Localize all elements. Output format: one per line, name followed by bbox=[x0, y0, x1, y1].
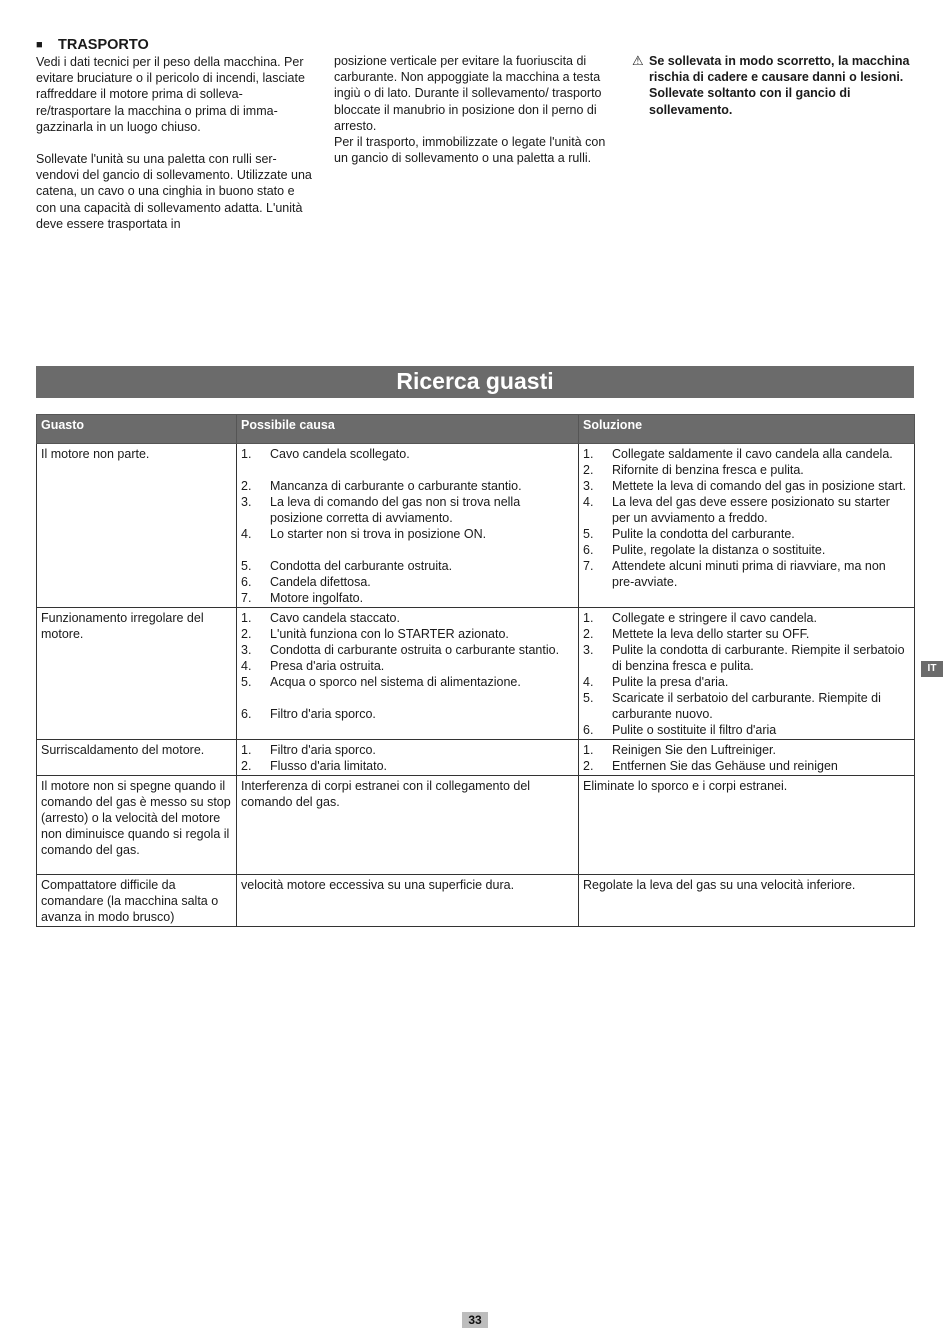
transport-column-1 bbox=[36, 36, 316, 232]
list-item bbox=[583, 478, 910, 494]
list-item bbox=[583, 542, 910, 558]
item-text: Lo starter non si trova in posizione ON. bbox=[270, 527, 487, 541]
list-item bbox=[241, 558, 574, 574]
table-body bbox=[37, 444, 915, 927]
item-number: 6. bbox=[583, 543, 594, 557]
fault-cell: Il motore non parte. bbox=[37, 444, 237, 608]
language-tab: IT bbox=[921, 661, 943, 677]
item-number: 1. bbox=[241, 743, 252, 757]
item-text: Reinigen Sie den Luftreiniger. bbox=[612, 743, 777, 757]
item-number: 6. bbox=[241, 707, 252, 721]
item-number: 4. bbox=[241, 527, 252, 541]
item-text: Collegate saldamente il cavo candela alla candela. bbox=[612, 447, 893, 461]
item-number: 2. bbox=[241, 759, 252, 773]
list-item bbox=[241, 674, 574, 690]
item-text: Filtro d'aria sporco. bbox=[270, 707, 376, 721]
fault-cell: Surriscaldamento del motore. bbox=[37, 740, 237, 776]
transport-paragraph: Per il trasporto, immobilizzate o legate l'unità con un gancio di sollevamento o una paletta a rulli. bbox=[334, 135, 606, 166]
cause-cell bbox=[237, 444, 579, 608]
item-number: 7. bbox=[583, 559, 594, 573]
item-text: Mancanza di carburante o carburante stantio. bbox=[270, 479, 522, 493]
item-text: Pulite la condotta di carburante. Riempite il serbatoio di benzina fresca e pulita. bbox=[612, 643, 905, 673]
solution-cell: Eliminate lo sporco e i corpi estranei. bbox=[579, 776, 915, 875]
item-number: 4. bbox=[241, 659, 252, 673]
item-number: 1. bbox=[241, 447, 252, 461]
list-item bbox=[241, 706, 574, 722]
item-text: Cavo candela staccato. bbox=[270, 611, 400, 625]
item-text: Acqua o sporco nel sistema di alimentazione. bbox=[270, 675, 521, 689]
list-item bbox=[241, 642, 574, 658]
item-text: Pulite la presa d'aria. bbox=[612, 675, 729, 689]
list-item bbox=[583, 674, 910, 690]
column-header-fault: Guasto bbox=[37, 415, 237, 444]
table-header-row bbox=[37, 415, 915, 444]
item-text: Presa d'aria ostruita. bbox=[270, 659, 385, 673]
transport-paragraph: Sollevate l'unità su una paletta con rulli ser-vendovi del gancio di sollevamento. Utilizzate una catena, un cavo o una cinghia in buono stato e con una capacità di sollevamento adatta. L'unità deve essere trasportata in bbox=[36, 152, 312, 231]
solution-cell bbox=[579, 740, 915, 776]
item-number: 3. bbox=[241, 495, 252, 509]
item-text: Candela difettosa. bbox=[270, 575, 371, 589]
item-number: 5. bbox=[241, 559, 252, 573]
list-item bbox=[583, 558, 910, 590]
warning-box bbox=[632, 53, 914, 118]
cause-cell: Interferenza di corpi estranei con il collegamento del comando del gas. bbox=[237, 776, 579, 875]
item-text: L'unità funziona con lo STARTER azionato. bbox=[270, 627, 509, 641]
item-text: Entfernen Sie das Gehäuse und reinigen bbox=[612, 759, 838, 773]
cause-cell bbox=[237, 608, 579, 740]
list-item bbox=[583, 610, 910, 626]
list-item bbox=[241, 446, 574, 462]
item-number: 3. bbox=[241, 643, 252, 657]
item-number: 3. bbox=[583, 479, 594, 493]
item-number: 3. bbox=[583, 643, 594, 657]
section-heading bbox=[36, 36, 316, 54]
list-item bbox=[583, 626, 910, 642]
troubleshooting-table bbox=[36, 414, 915, 927]
item-text: Filtro d'aria sporco. bbox=[270, 743, 376, 757]
solution-cell: Regolate la leva del gas su una velocità inferiore. bbox=[579, 875, 915, 927]
fault-cell: Compattatore difficile da comandare (la macchina salta o avanza in modo brusco) bbox=[37, 875, 237, 927]
section-title: Ricerca guasti bbox=[36, 366, 914, 398]
list-item bbox=[583, 494, 910, 526]
transport-paragraph: posizione verticale per evitare la fuoriuscita di carburante. Non appoggiate la macchina a testa ingiù o di lato. Durante il sollevamento/ trasporto bloccate il manubrio in posizione don il perno di arresto. bbox=[334, 54, 602, 133]
table-row bbox=[37, 608, 915, 740]
warning-text: Se sollevata in modo scorretto, la macchina rischia di cadere e causare danni o lesioni. Sollevate soltanto con il gancio di sollevamento. bbox=[649, 54, 910, 117]
item-text: La leva di comando del gas non si trova nella posizione corretta di avviamento. bbox=[270, 495, 521, 525]
item-text: Mettete la leva di comando del gas in posizione start. bbox=[612, 479, 906, 493]
transport-section bbox=[36, 36, 916, 246]
list-item bbox=[241, 494, 574, 526]
item-text: Mettete la leva dello starter su OFF. bbox=[612, 627, 810, 641]
table-row bbox=[37, 875, 915, 927]
list-item bbox=[241, 758, 574, 774]
item-text: Rifornite di benzina fresca e pulita. bbox=[612, 463, 804, 477]
list-item bbox=[241, 742, 574, 758]
fault-cell: Funzionamento irregolare del motore. bbox=[37, 608, 237, 740]
square-bullet-icon: ■ bbox=[36, 39, 43, 51]
item-number: 4. bbox=[583, 495, 594, 509]
solution-cell bbox=[579, 608, 915, 740]
list-item bbox=[583, 642, 910, 674]
warning-triangle-icon: ⚠ bbox=[632, 53, 644, 68]
item-number: 1. bbox=[583, 611, 594, 625]
item-text: Condotta del carburante ostruita. bbox=[270, 559, 453, 573]
item-text: Flusso d'aria limitato. bbox=[270, 759, 388, 773]
item-number: 1. bbox=[583, 743, 594, 757]
list-item bbox=[241, 574, 574, 590]
item-text: Pulite la condotta del carburante. bbox=[612, 527, 795, 541]
item-text: Condotta di carburante ostruita o carburante stantio. bbox=[270, 643, 560, 657]
list-item bbox=[241, 478, 574, 494]
column-header-solution: Soluzione bbox=[579, 415, 915, 444]
page-number: 33 bbox=[462, 1312, 488, 1328]
item-number: 5. bbox=[583, 527, 594, 541]
item-number: 6. bbox=[241, 575, 252, 589]
item-text: Pulite o sostituite il filtro d'aria bbox=[612, 723, 777, 737]
table-row bbox=[37, 740, 915, 776]
item-number: 2. bbox=[583, 759, 594, 773]
item-number: 2. bbox=[241, 479, 252, 493]
column-header-cause: Possibile causa bbox=[237, 415, 579, 444]
list-item bbox=[583, 722, 910, 738]
item-number: 1. bbox=[241, 611, 252, 625]
item-number: 1. bbox=[583, 447, 594, 461]
list-item bbox=[583, 446, 910, 462]
list-item bbox=[241, 610, 574, 626]
item-number: 4. bbox=[583, 675, 594, 689]
item-number: 2. bbox=[241, 627, 252, 641]
item-text: Cavo candela scollegato. bbox=[270, 447, 410, 461]
solution-cell bbox=[579, 444, 915, 608]
transport-column-2 bbox=[334, 53, 619, 166]
item-text: Pulite, regolate la distanza o sostituite. bbox=[612, 543, 826, 557]
item-number: 2. bbox=[583, 627, 594, 641]
transport-paragraph: Vedi i dati tecnici per il peso della macchina. Per evitare bruciature o il pericolo di incendi, lasciate raffreddare il motore prima di solleva-re/trasportare la macchina o prima di imma-gazzinarla in un luogo chiuso. bbox=[36, 55, 305, 134]
list-item bbox=[241, 626, 574, 642]
list-item bbox=[583, 690, 910, 722]
item-text: Motore ingolfato. bbox=[270, 591, 364, 605]
cause-cell: velocità motore eccessiva su una superficie dura. bbox=[237, 875, 579, 927]
item-number: 5. bbox=[241, 675, 252, 689]
list-item bbox=[241, 658, 574, 674]
table-row bbox=[37, 444, 915, 608]
list-item bbox=[583, 758, 910, 774]
item-number: 7. bbox=[241, 591, 252, 605]
fault-cell: Il motore non si spegne quando il comando del gas è messo su stop (arresto) o la velocità del motore non diminuisce quando si regola il comando del gas. bbox=[37, 776, 237, 875]
list-item bbox=[583, 462, 910, 478]
list-item bbox=[583, 742, 910, 758]
item-number: 2. bbox=[583, 463, 594, 477]
list-item bbox=[241, 590, 574, 606]
cause-cell bbox=[237, 740, 579, 776]
item-text: Scaricate il serbatoio del carburante. Riempite di carburante nuovo. bbox=[612, 691, 881, 721]
item-text: Attendete alcuni minuti prima di riavviare, ma non pre-avviate. bbox=[612, 559, 886, 589]
item-text: Collegate e stringere il cavo candela. bbox=[612, 611, 817, 625]
item-text: La leva del gas deve essere posizionato su starter per un avviamento a freddo. bbox=[612, 495, 890, 525]
heading-text: TRASPORTO bbox=[58, 37, 149, 53]
table-row bbox=[37, 776, 915, 875]
item-number: 6. bbox=[583, 723, 594, 737]
list-item bbox=[583, 526, 910, 542]
item-number: 5. bbox=[583, 691, 594, 705]
list-item bbox=[241, 526, 574, 542]
